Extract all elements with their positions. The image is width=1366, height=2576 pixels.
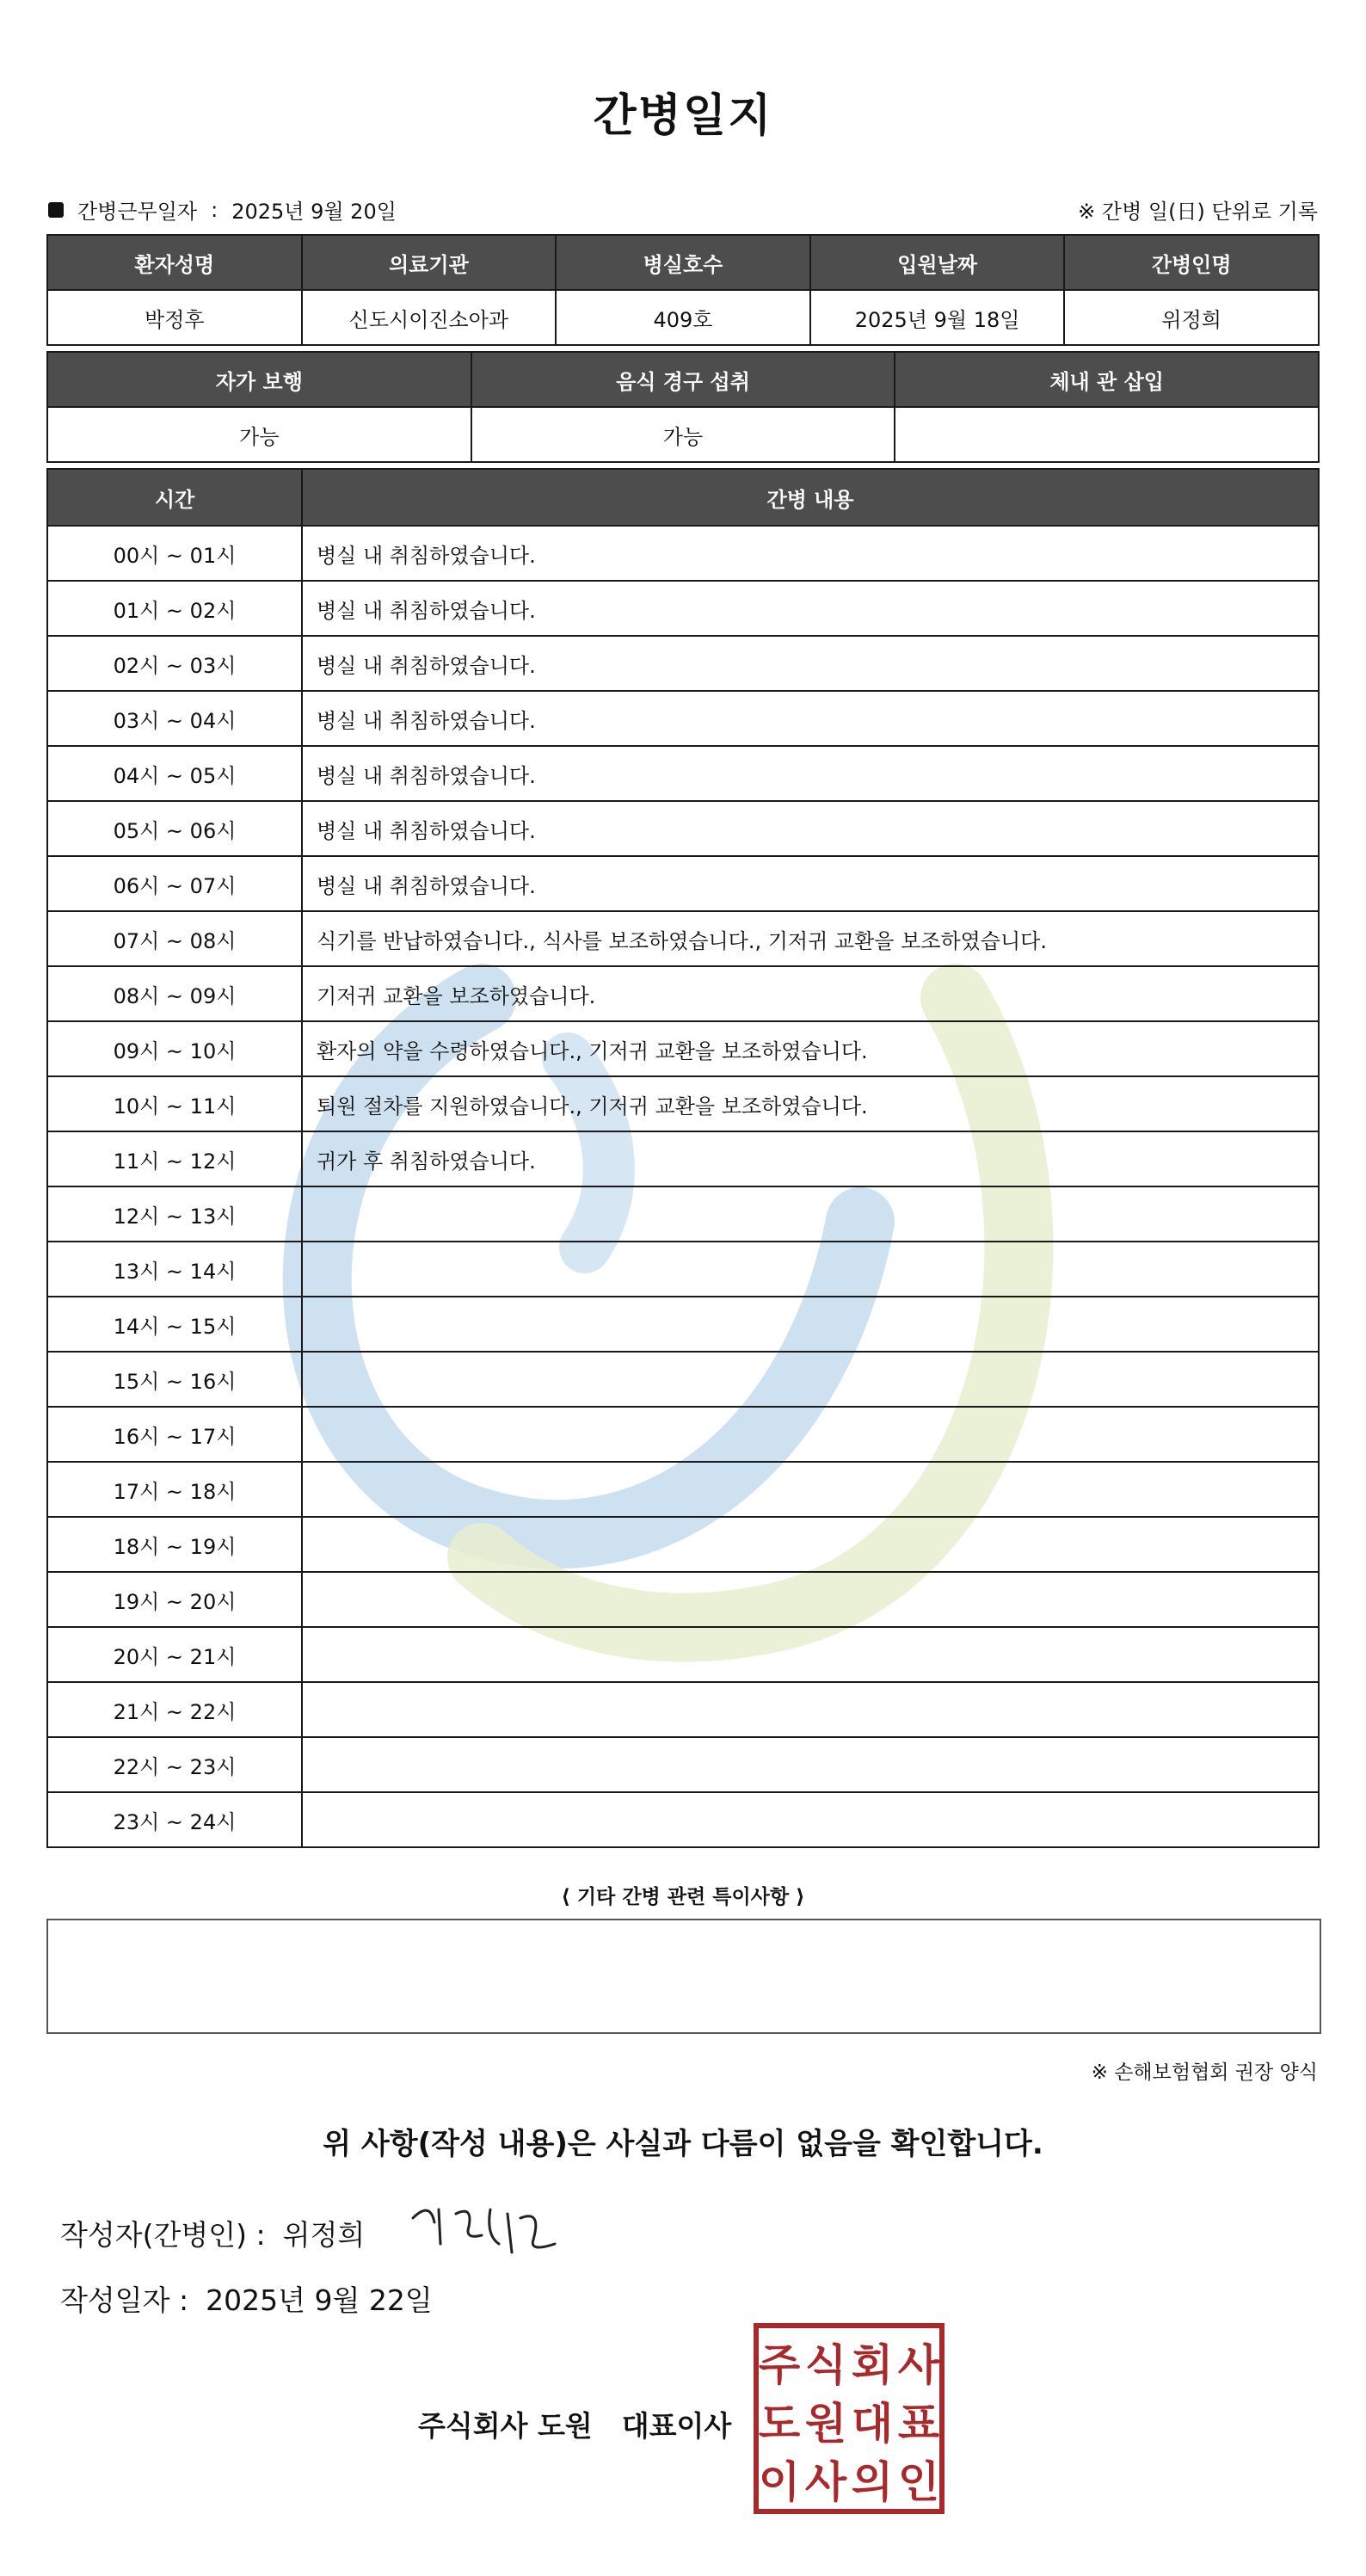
log-content-cell (302, 1407, 1319, 1462)
page-title: 간병일지 (593, 90, 773, 142)
date-value: 2025년 9월 22일 (206, 2283, 433, 2317)
log-time-cell: 16시 ~ 17시 (47, 1407, 302, 1462)
log-content-cell: 병실 내 취침하였습니다. (302, 856, 1319, 911)
table-row (47, 1076, 1319, 1131)
table-row (47, 1352, 1319, 1407)
log-content-cell: 병실 내 취침하였습니다. (302, 526, 1319, 581)
seal-char: 사 (804, 2457, 847, 2507)
log-content-cell: 퇴원 절차를 지원하였습니다., 기저귀 교환을 보조하였습니다. (302, 1076, 1319, 1131)
log-content-cell (302, 1462, 1319, 1517)
log-time-cell: 04시 ~ 05시 (47, 746, 302, 801)
seal-char: 식 (804, 2340, 847, 2390)
seal-char: 회 (851, 2340, 894, 2390)
table-row (47, 1627, 1319, 1682)
log-time-cell: 15시 ~ 16시 (47, 1352, 302, 1407)
work-date-value: 2025년 9월 20일 (231, 200, 397, 224)
info-value-caregiver: 위정희 (1064, 290, 1319, 345)
info-header-caregiver: 간병인명 (1064, 235, 1319, 290)
ability-header-walking: 자가 보행 (47, 352, 471, 407)
log-content-cell (302, 1737, 1319, 1792)
table-row (47, 1737, 1319, 1792)
notes-title: ⟨ 기타 간병 관련 특이사항 ⟩ (561, 1886, 805, 1908)
table-row (47, 526, 1319, 581)
table-row (47, 1131, 1319, 1186)
log-content-cell: 병실 내 취침하였습니다. (302, 801, 1319, 856)
table-row (47, 691, 1319, 746)
log-content-cell (302, 1186, 1319, 1242)
date-line (60, 2278, 433, 2319)
table-row (47, 1021, 1319, 1076)
log-content-cell (302, 1242, 1319, 1297)
company-line (418, 2404, 731, 2444)
company-seal (754, 2323, 945, 2514)
seal-char: 표 (897, 2399, 940, 2449)
table-row (47, 1242, 1319, 1297)
work-date-label: 간병근무일자 (77, 200, 198, 224)
seal-char: 주 (758, 2340, 801, 2390)
seal-char: 의 (851, 2457, 894, 2507)
log-time-cell: 19시 ~ 20시 (47, 1572, 302, 1627)
table-row (47, 856, 1319, 911)
table-row (47, 801, 1319, 856)
seal-char: 도 (758, 2399, 801, 2449)
info-value-admission-date: 2025년 9월 18일 (810, 290, 1065, 345)
log-content-cell: 식기를 반납하였습니다., 식사를 보조하였습니다., 기저귀 교환을 보조하였습니다. (302, 911, 1319, 966)
log-content-cell (302, 1627, 1319, 1682)
date-label: 작성일자 : (60, 2283, 189, 2317)
company-name: 주식회사 도원 (418, 2409, 593, 2443)
table-row (47, 1462, 1319, 1517)
company-title: 대표이사 (621, 2409, 732, 2443)
seal-char: 원 (804, 2399, 847, 2449)
patient-ability-table (46, 351, 1320, 463)
log-time-cell: 14시 ~ 15시 (47, 1297, 302, 1352)
log-content-cell (302, 1572, 1319, 1627)
ability-value-tube (895, 407, 1319, 462)
log-time-cell: 20시 ~ 21시 (47, 1627, 302, 1682)
log-content-cell: 병실 내 취침하였습니다. (302, 691, 1319, 746)
log-header-time: 시간 (47, 469, 302, 526)
log-time-cell: 22시 ~ 23시 (47, 1737, 302, 1792)
table-row (47, 1297, 1319, 1352)
table-row (47, 1682, 1319, 1737)
log-content-cell (302, 1792, 1319, 1847)
log-content-cell: 기저귀 교환을 보조하였습니다. (302, 966, 1319, 1021)
care-log-table (46, 468, 1320, 1848)
log-time-cell: 13시 ~ 14시 (47, 1242, 302, 1297)
notes-box (46, 1919, 1321, 2034)
table-row (47, 1792, 1319, 1847)
log-content-cell (302, 1517, 1319, 1572)
seal-char: 사 (897, 2340, 940, 2390)
log-header-content: 간병 내용 (302, 469, 1319, 526)
table-row (47, 636, 1319, 691)
log-time-cell: 09시 ~ 10시 (47, 1021, 302, 1076)
log-time-cell: 07시 ~ 08시 (47, 911, 302, 966)
ability-header-eating: 음식 경구 섭취 (471, 352, 895, 407)
ability-header-tube: 체내 관 삽입 (895, 352, 1319, 407)
info-header-patient-name: 환자성명 (47, 235, 302, 290)
table-row (47, 1517, 1319, 1572)
log-time-cell: 21시 ~ 22시 (47, 1682, 302, 1737)
work-date (48, 194, 397, 225)
info-header-admission-date: 입원날짜 (810, 235, 1065, 290)
confirmation-statement: 위 사항(작성 내용)은 사실과 다름이 없음을 확인합니다. (323, 2127, 1043, 2161)
writer-label: 작성자(간병인) : (60, 2218, 266, 2252)
table-row (47, 746, 1319, 801)
log-content-cell: 병실 내 취침하였습니다. (302, 581, 1319, 636)
square-bullet-icon (48, 202, 64, 218)
log-time-cell: 17시 ~ 18시 (47, 1462, 302, 1517)
log-time-cell: 06시 ~ 07시 (47, 856, 302, 911)
log-content-cell (302, 1352, 1319, 1407)
log-content-cell (302, 1682, 1319, 1737)
log-time-cell: 12시 ~ 13시 (47, 1186, 302, 1242)
table-row (47, 1186, 1319, 1242)
seal-char: 이 (758, 2457, 801, 2507)
seal-char: 인 (897, 2457, 940, 2507)
log-content-cell: 귀가 후 취침하였습니다. (302, 1131, 1319, 1186)
log-time-cell: 23시 ~ 24시 (47, 1792, 302, 1847)
info-value-room: 409호 (556, 290, 810, 345)
log-time-cell: 01시 ~ 02시 (47, 581, 302, 636)
info-header-institution: 의료기관 (302, 235, 557, 290)
log-time-cell: 02시 ~ 03시 (47, 636, 302, 691)
log-content-cell: 환자의 약을 수령하였습니다., 기저귀 교환을 보조하였습니다. (302, 1021, 1319, 1076)
form-note: ※ 손해보험협회 권장 양식 (1091, 2061, 1318, 2084)
log-time-cell: 10시 ~ 11시 (47, 1076, 302, 1131)
table-row (47, 911, 1319, 966)
log-time-cell: 08시 ~ 09시 (47, 966, 302, 1021)
table-row (47, 581, 1319, 636)
ability-value-eating: 가능 (471, 407, 895, 462)
signature (404, 2192, 576, 2261)
log-time-cell: 00시 ~ 01시 (47, 526, 302, 581)
log-content-cell (302, 1297, 1319, 1352)
log-time-cell: 03시 ~ 04시 (47, 691, 302, 746)
table-row (47, 1572, 1319, 1627)
log-time-cell: 18시 ~ 19시 (47, 1517, 302, 1572)
info-value-patient-name: 박정후 (47, 290, 302, 345)
log-time-cell: 05시 ~ 06시 (47, 801, 302, 856)
info-header-room: 병실호수 (556, 235, 810, 290)
log-content-cell: 병실 내 취침하였습니다. (302, 746, 1319, 801)
work-date-separator: : (211, 197, 218, 222)
writer-name: 위정희 (282, 2218, 366, 2252)
writer-line (60, 2213, 365, 2253)
record-note: ※ 간병 일(日) 단위로 기록 (1078, 200, 1318, 224)
table-row (47, 966, 1319, 1021)
ability-value-walking: 가능 (47, 407, 471, 462)
info-value-institution: 신도시이진소아과 (302, 290, 557, 345)
log-content-cell: 병실 내 취침하였습니다. (302, 636, 1319, 691)
table-row (47, 1407, 1319, 1462)
log-time-cell: 11시 ~ 12시 (47, 1131, 302, 1186)
seal-char: 대 (851, 2399, 894, 2449)
patient-info-table (46, 234, 1320, 346)
